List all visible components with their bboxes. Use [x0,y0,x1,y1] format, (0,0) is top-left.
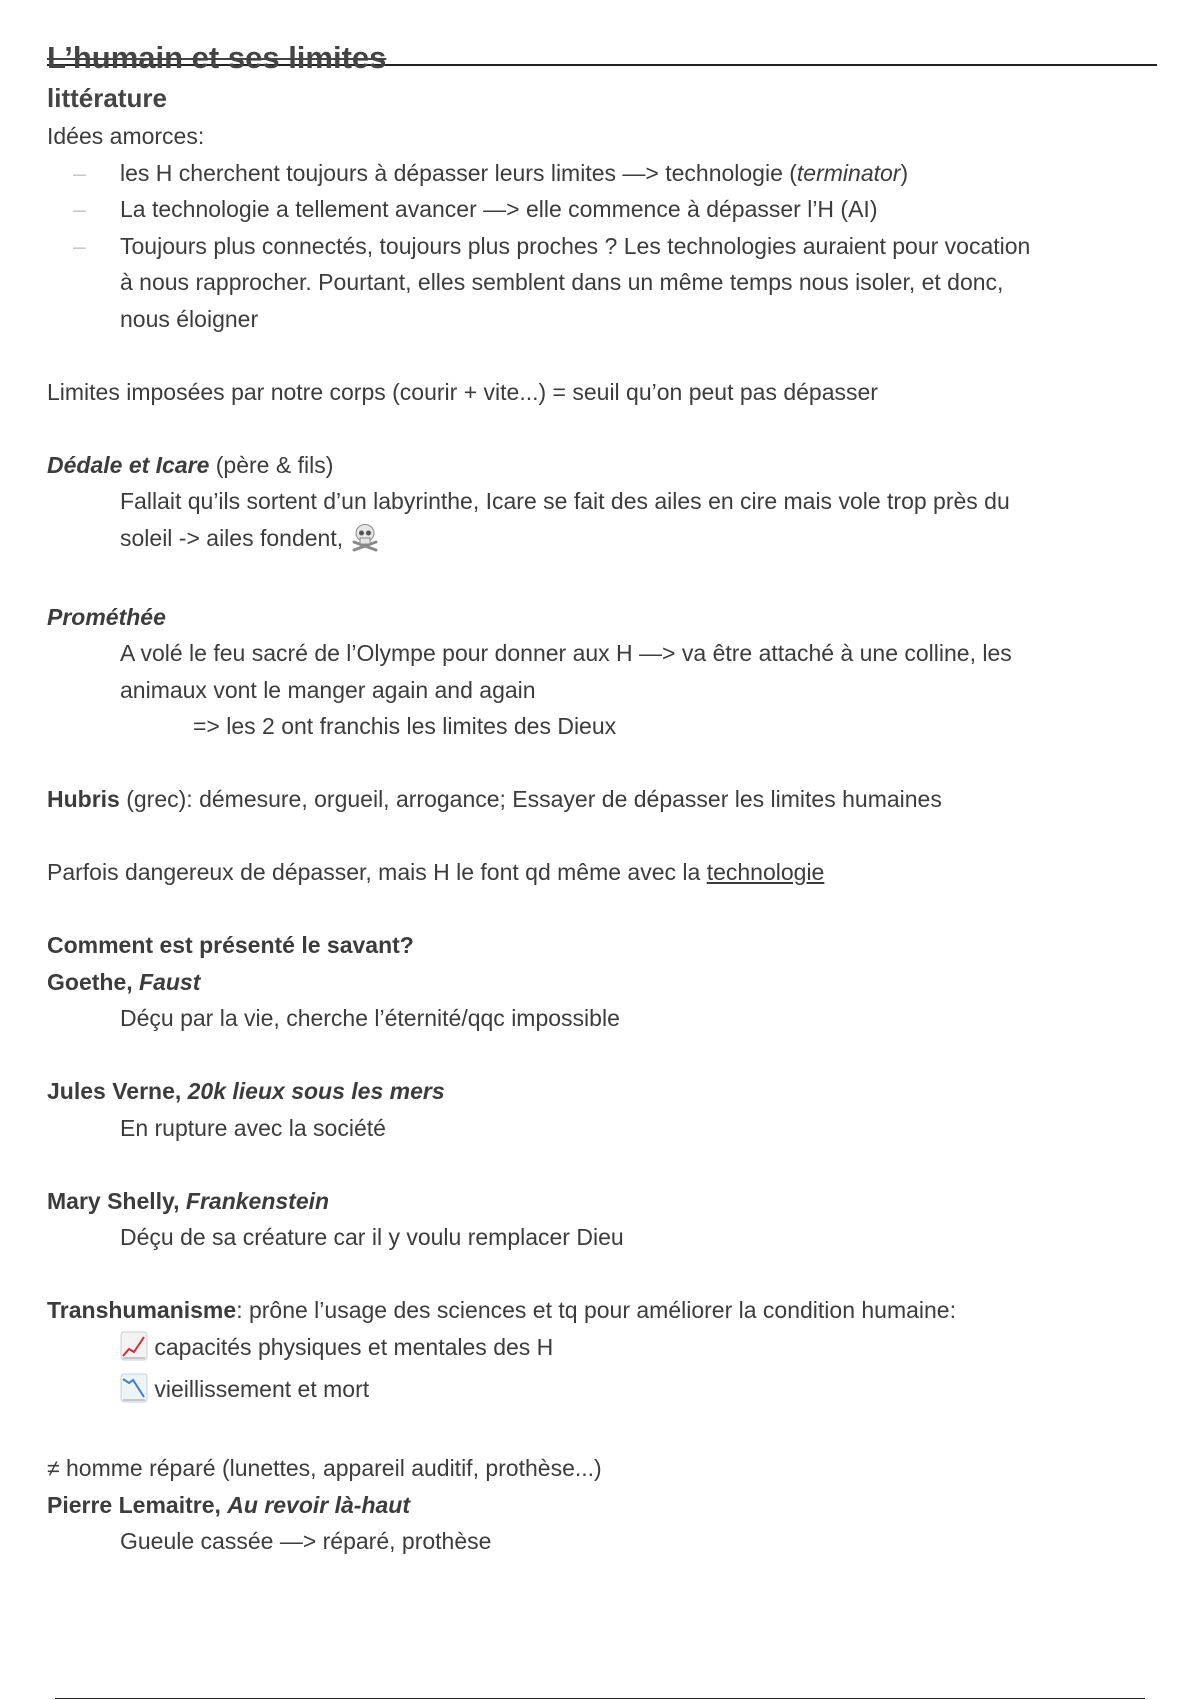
intro-heading: Idées amorces: [47,123,205,149]
intro-bullet-list [47,155,1157,338]
savant-heading: Comment est présenté le savant? [47,932,414,958]
transhumanisme-decrease: vieillissement et mort [47,1371,1157,1414]
lemaitre-description: Gueule cassée —> réparé, prothèse [120,1528,492,1554]
chart-increasing-icon [120,1331,148,1372]
goethe-description: Déçu par la vie, cherche l’éternité/qqc impossible [120,1005,620,1031]
goethe-heading: Goethe, Faust [47,968,201,995]
promethee-description: A volé le feu sacré de l’Olympe pour donner aux H —> va être attaché à une colline, les animaux vont le manger again and again [120,640,1012,703]
verne-heading: Jules Verne, 20k lieux sous les mers [47,1078,445,1104]
dash-bullet-icon: – [73,232,86,259]
dash-bullet-icon: – [73,159,86,186]
notes-page [47,30,1157,1560]
list-item: – les H cherchent toujours à dépasser leurs limites —> technologie (terminator) [47,155,1157,192]
icare-description: Fallait qu’ils sortent d’un labyrinthe, Icare se fait des ailes en cire mais vole trop près du soleil -> ailes fondent, [47,483,1157,562]
promethee-heading: Prométhée [47,603,166,630]
hubris-definition: Hubris (grec): démesure, orgueil, arrogance; Essayer de dépasser les limites humaines [47,786,942,812]
section-subtitle: littérature [47,83,167,113]
list-item: – La technologie a tellement avancer —> elle commence à dépasser l’H (AI) [47,191,1157,228]
chart-decreasing-icon [120,1373,148,1414]
bottom-divider [55,1698,1145,1699]
promethee-conclusion: => les 2 ont franchis les limites des Dieux [193,713,617,739]
transhumanisme-definition: Transhumanisme: prône l’usage des sciences et tq pour améliorer la condition humaine: [47,1297,956,1323]
dash-bullet-icon: – [73,196,86,222]
body-limits: Limites imposées par notre corps (courir + vite...) = seuil qu’on peut pas dépasser [47,378,878,405]
list-item: – Toujours plus connectés, toujours plus proches ? Les technologies auraient pour vocation à nous rapprocher. Pourtant, elles semblent dans un même temps nous isoler, et donc, nous éloigner [47,228,1157,338]
danger-note: Parfois dangereux de dépasser, mais H le font qd même avec la technologie [47,859,825,885]
repaired-man-note: ≠ homme réparé (lunettes, appareil auditif, prothèse...) [47,1455,602,1481]
technologie-link[interactable]: technologie [706,859,825,885]
transhumanisme-increase: capacités physiques et mentales des H [47,1329,1157,1372]
page-title: L’humain et ses limites [47,38,1157,78]
shelly-description: Déçu de sa créature car il y voulu remplacer Dieu [120,1224,624,1250]
verne-description: En rupture avec la société [120,1114,386,1141]
shelly-heading: Mary Shelly, Frankenstein [47,1187,330,1214]
lemaitre-heading: Pierre Lemaitre, Au revoir là-haut [47,1491,411,1518]
skull-crossbones-icon [350,522,380,563]
icare-heading: Dédale et Icare (père & fils) [47,451,334,478]
